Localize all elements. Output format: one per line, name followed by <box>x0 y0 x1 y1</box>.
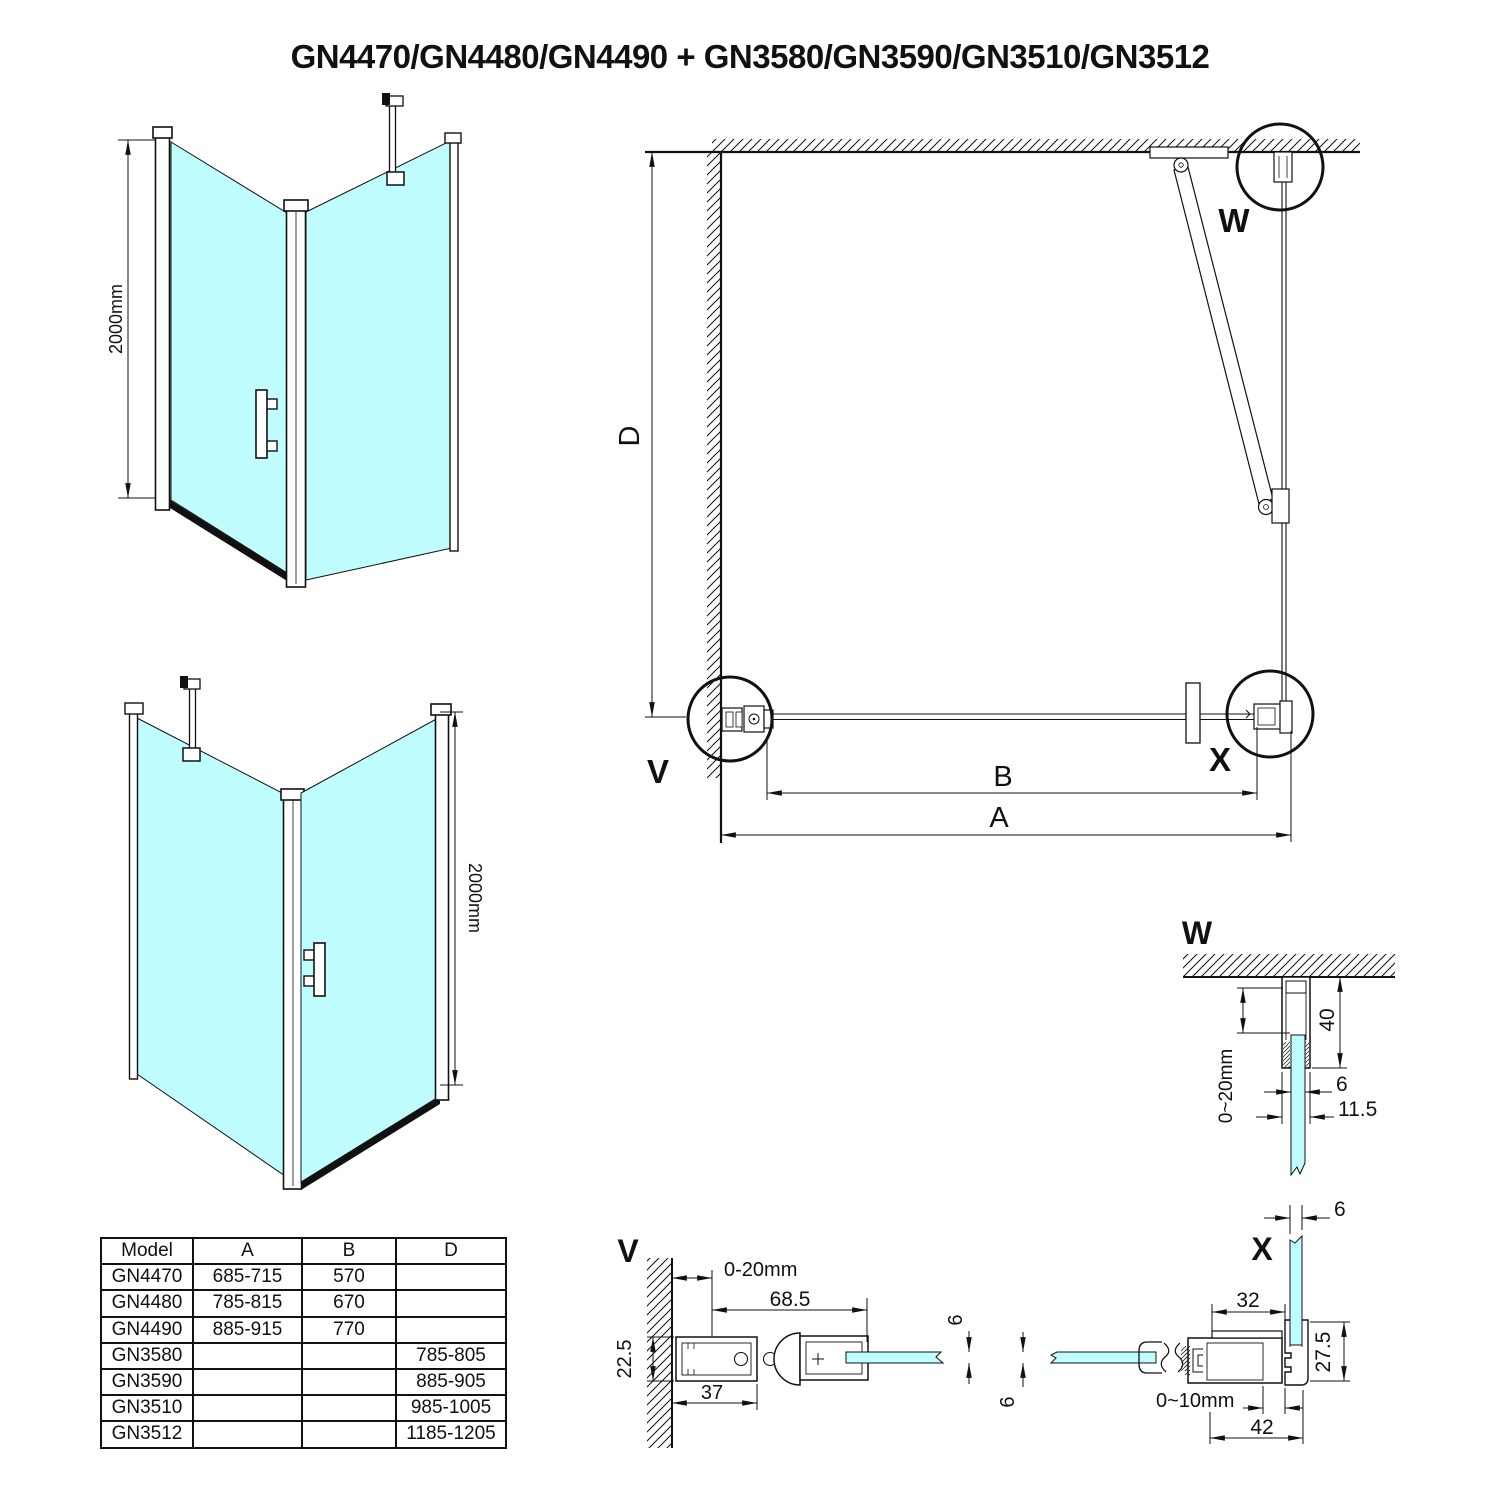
iso-bottom-side-glass <box>137 718 288 1178</box>
cell-a: 885-915 <box>193 1317 302 1343</box>
cell-d: 885-905 <box>396 1369 506 1395</box>
cell-model: GN4490 <box>101 1317 193 1343</box>
cell-b <box>302 1369 396 1395</box>
iso-top-right-frame-cap <box>445 133 461 143</box>
col-header-d: D <box>396 1238 506 1264</box>
plan-dim-a-label: A <box>989 802 1009 834</box>
iso-top-right-frame <box>450 141 458 551</box>
detail-x-side-glass <box>1290 1236 1302 1345</box>
iso-top-corner-post-cap <box>284 200 308 211</box>
table-row <box>101 1421 506 1447</box>
detail-v-wall-hatch <box>647 1258 672 1448</box>
iso-top-left-frame-cap <box>153 127 172 138</box>
detail-w-dim-width: 11.5 <box>1338 1098 1378 1121</box>
iso-top-height-label: 2000mm <box>106 283 126 355</box>
plan-door-handle <box>1186 683 1200 743</box>
cell-a: 685-715 <box>193 1264 302 1290</box>
page-title: GN4470/GN4480/GN4490 + GN3580/GN3590/GN3510/GN3512 <box>290 38 1210 75</box>
plan-detail-x-label: X <box>1208 741 1232 778</box>
detail-x-dim-total: 42 <box>1250 1416 1274 1439</box>
detail-v-label: V <box>617 1233 639 1269</box>
detail-v-door-glass-continued <box>1051 1352 1156 1363</box>
cell-model: GN3590 <box>101 1369 193 1395</box>
iso-bottom-ceiling-support <box>180 676 200 761</box>
col-header-b: B <box>302 1238 396 1264</box>
detail-v-dim-glass-b: 6 <box>997 1396 1019 1408</box>
iso-view-top <box>106 93 461 587</box>
plan-ceiling-profile <box>1274 152 1292 182</box>
iso-bottom-corner-post <box>284 795 302 1189</box>
cell-b <box>302 1395 396 1421</box>
cell-b <box>302 1421 396 1447</box>
plan-wall-profile <box>722 706 773 732</box>
plan-ceiling-hatch <box>712 139 1360 152</box>
table-row <box>101 1343 506 1369</box>
cell-model: GN3510 <box>101 1395 193 1421</box>
size-table <box>100 1237 507 1449</box>
cell-b: 770 <box>302 1317 396 1343</box>
col-header-model: Model <box>101 1238 193 1264</box>
detail-w <box>1182 915 1395 1175</box>
plan-dim-d-label: D <box>614 425 646 447</box>
iso-bottom-right-frame <box>436 710 449 1100</box>
cell-d: 985-1005 <box>396 1395 506 1421</box>
iso-bottom-left-frame <box>130 709 138 1079</box>
iso-bottom-left-frame-cap <box>125 703 143 714</box>
detail-v-dim-glass-a: 6 <box>945 1314 967 1326</box>
iso-bottom-height-label: 2000mm <box>465 862 485 934</box>
plan-detail-v-label: V <box>646 753 670 790</box>
detail-v-door-glass <box>846 1352 943 1363</box>
detail-w-dim-40: 40 <box>1316 1008 1339 1032</box>
cell-model: GN4470 <box>101 1264 193 1290</box>
detail-x-dim-inner: 32 <box>1236 1289 1260 1312</box>
detail-v-profile <box>676 1333 868 1385</box>
detail-v <box>614 1233 1156 1448</box>
table-header-row <box>101 1238 506 1264</box>
cell-d <box>396 1290 506 1316</box>
cell-d: 785-805 <box>396 1343 506 1369</box>
detail-v-dim-depth: 22.5 <box>614 1339 636 1379</box>
table-row <box>101 1395 506 1421</box>
detail-w-label: W <box>1181 915 1213 951</box>
cell-b: 670 <box>302 1290 396 1316</box>
table-row <box>101 1290 506 1316</box>
detail-x-label: X <box>1251 1231 1273 1267</box>
cell-a <box>193 1343 302 1369</box>
detail-w-ceiling-hatch <box>1183 954 1395 977</box>
cell-a <box>193 1369 302 1395</box>
iso-top-left-frame <box>156 132 170 510</box>
cell-d <box>396 1317 506 1343</box>
cell-a <box>193 1395 302 1421</box>
cell-b: 570 <box>302 1264 396 1290</box>
detail-w-dim-glass: 6 <box>1336 1073 1348 1096</box>
cell-model: GN3580 <box>101 1343 193 1369</box>
detail-w-glass <box>1291 1035 1305 1175</box>
iso-top-side-glass <box>306 140 452 580</box>
cell-model: GN4480 <box>101 1290 193 1316</box>
iso-bottom-right-frame-cap <box>431 704 451 715</box>
col-header-a: A <box>193 1238 302 1264</box>
detail-x <box>1139 1198 1350 1444</box>
detail-v-dim-channel: 37 <box>700 1382 724 1404</box>
table-row <box>101 1369 506 1395</box>
table-row <box>101 1264 506 1290</box>
detail-v-dim-adjust: 0-20mm <box>724 1259 798 1281</box>
detail-x-dim-depth: 27.5 <box>1312 1331 1335 1373</box>
cell-b <box>302 1343 396 1369</box>
plan-dim-d <box>645 152 686 717</box>
cell-model: GN3512 <box>101 1421 193 1447</box>
plan-view <box>614 124 1360 843</box>
detail-x-dim-adjust: 0~10mm <box>1156 1390 1235 1412</box>
iso-view-bottom <box>125 676 485 1190</box>
table-row <box>101 1317 506 1343</box>
detail-v-dim-total: 68.5 <box>769 1288 811 1311</box>
cell-d: 1185-1205 <box>396 1421 506 1447</box>
cell-a: 785-815 <box>193 1290 302 1316</box>
detail-w-dim-adjust: 0~20mm <box>1216 1048 1237 1124</box>
detail-x-dim-glass: 6 <box>1334 1198 1346 1221</box>
plan-detail-w-label: W <box>1218 202 1250 239</box>
detail-x-door-profile <box>1185 1331 1282 1383</box>
plan-dim-b-label: B <box>993 761 1013 793</box>
cell-a <box>193 1421 302 1447</box>
cell-d <box>396 1264 506 1290</box>
iso-top-door-glass <box>171 142 292 576</box>
plan-corner-profile <box>1246 701 1292 733</box>
